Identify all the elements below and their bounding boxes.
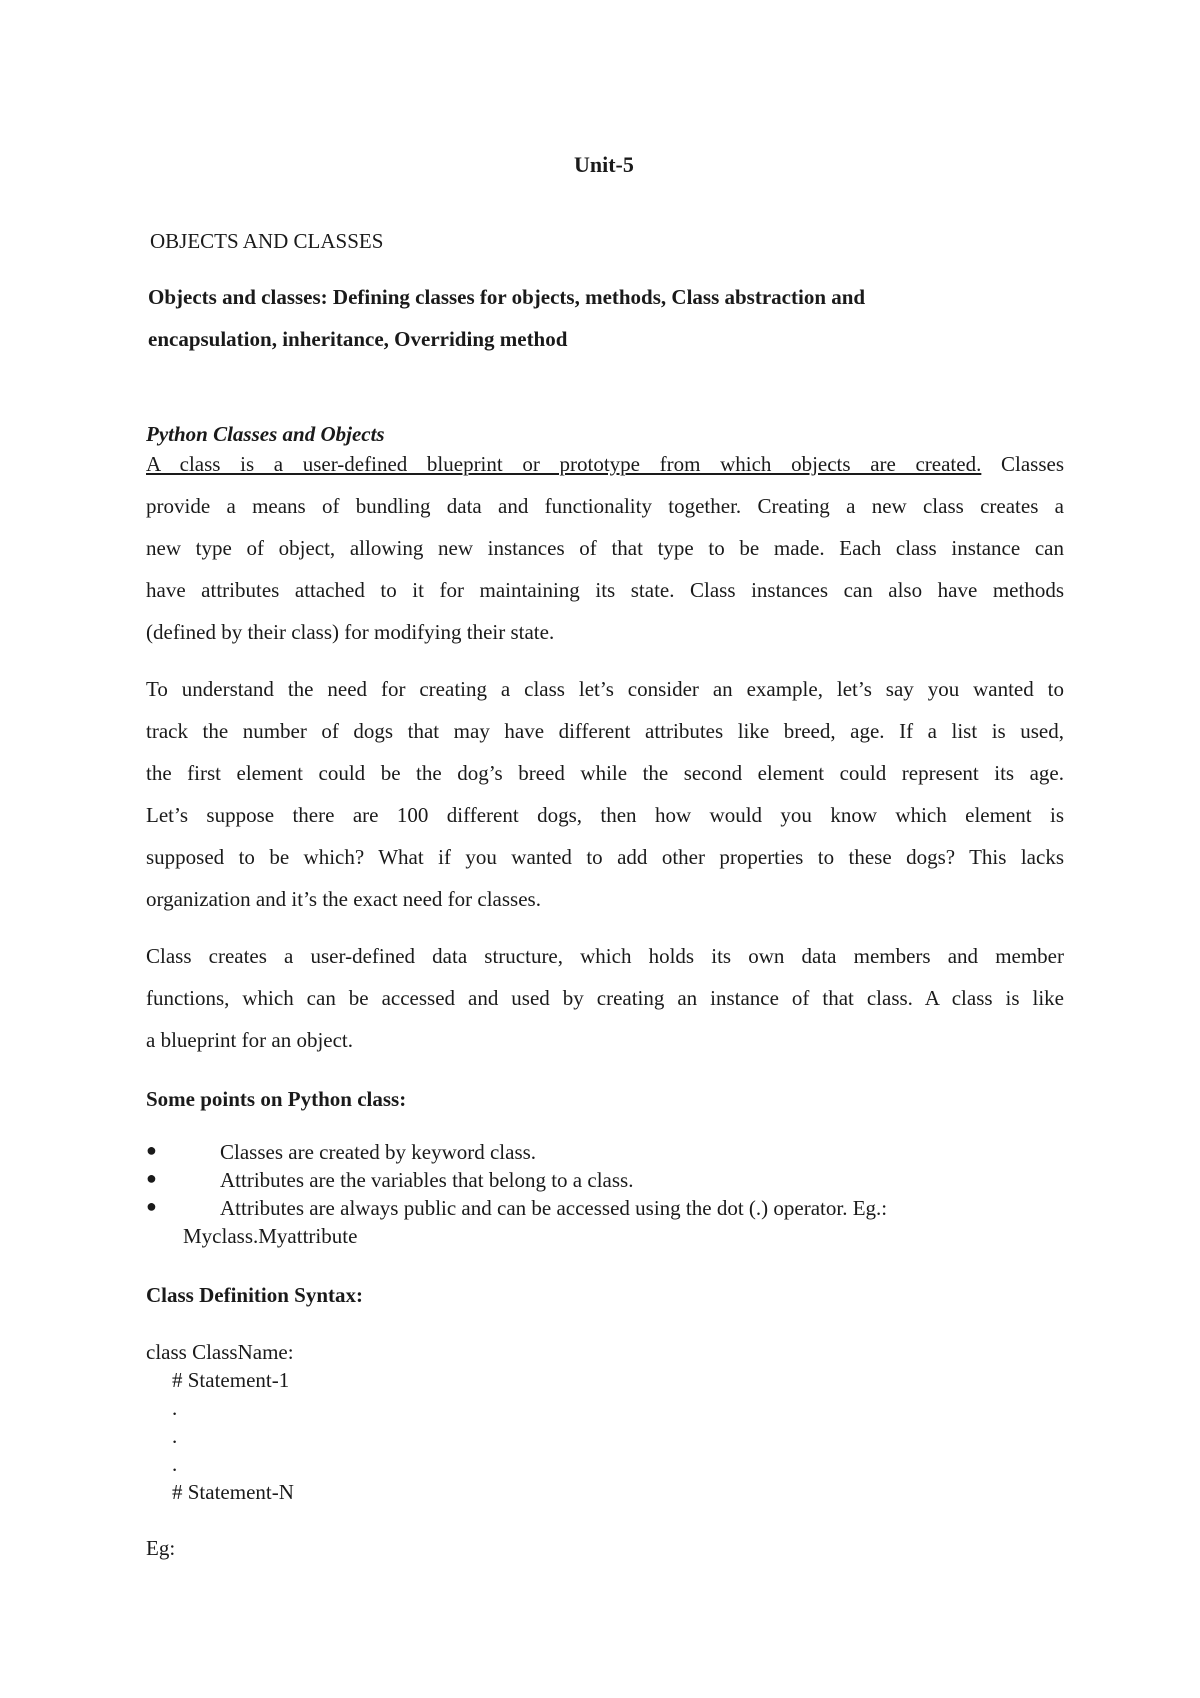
code-line: .	[172, 1452, 178, 1476]
paragraph-line: supposed to be which? What if you wanted to add other properties to these dogs? This lacks	[146, 845, 1064, 869]
paragraph-class-definition	[146, 443, 1064, 653]
paragraph-data-structure	[146, 935, 1064, 1061]
list-item-continuation: Myclass.Myattribute	[183, 1224, 358, 1248]
paragraph-line: To understand the need for creating a class let’s consider an example, let’s say you wanted to	[146, 677, 1064, 701]
paragraph-line	[146, 443, 1064, 485]
syntax-heading: Class Definition Syntax:	[146, 1283, 364, 1307]
list-item-text: Attributes are always public and can be accessed using the dot (.) operator. Eg.:	[220, 1196, 888, 1220]
paragraph-line: track the number of dogs that may have different attributes like breed, age. If a list is used,	[146, 719, 1064, 743]
underlined-definition: A class is a user-defined blueprint or prototype from which objects are created.	[146, 452, 982, 476]
section-title: Python Classes and Objects	[146, 422, 385, 446]
paragraph-line-rest: Classes	[981, 452, 1064, 476]
code-line: .	[172, 1396, 178, 1420]
paragraph-line: new type of object, allowing new instances of that type to be made. Each class instance can	[146, 536, 1064, 560]
paragraph-line: (defined by their class) for modifying their state.	[146, 620, 555, 644]
paragraph-dog-example	[146, 668, 1064, 920]
syllabus-line-1: Objects and classes: Defining classes for objects, methods, Class abstraction and	[148, 285, 866, 309]
code-line: # Statement-1	[172, 1368, 290, 1392]
example-label: Eg:	[146, 1536, 176, 1560]
code-line: .	[172, 1424, 178, 1448]
paragraph-line: Let’s suppose there are 100 different dogs, then how would you know which element is	[146, 803, 1064, 827]
bullet-icon: ●	[146, 1196, 157, 1216]
list-item-text: Classes are created by keyword class.	[220, 1140, 537, 1164]
bullet-icon: ●	[146, 1140, 157, 1160]
paragraph-line: functions, which can be accessed and used by creating an instance of that class. A class is like	[146, 986, 1064, 1010]
unit-heading: Unit-5	[574, 152, 634, 177]
paragraph-line: organization and it’s the exact need for classes.	[146, 887, 541, 911]
code-line: # Statement-N	[172, 1480, 294, 1504]
paragraph-line: Class creates a user-defined data structure, which holds its own data members and member	[146, 944, 1064, 968]
paragraph-line: have attributes attached to it for maintaining its state. Class instances can also have methods	[146, 578, 1064, 602]
chapter-title: OBJECTS AND CLASSES	[150, 229, 384, 253]
bullet-icon: ●	[146, 1168, 157, 1188]
code-line: class ClassName:	[146, 1340, 294, 1364]
points-heading: Some points on Python class:	[146, 1087, 407, 1111]
list-item-text: Attributes are the variables that belong to a class.	[220, 1168, 634, 1192]
paragraph-line: a blueprint for an object.	[146, 1028, 354, 1052]
syllabus-line-2: encapsulation, inheritance, Overriding method	[148, 327, 568, 351]
paragraph-line: the first element could be the dog’s breed while the second element could represent its age.	[146, 761, 1064, 785]
paragraph-line: provide a means of bundling data and functionality together. Creating a new class creates a	[146, 494, 1064, 518]
